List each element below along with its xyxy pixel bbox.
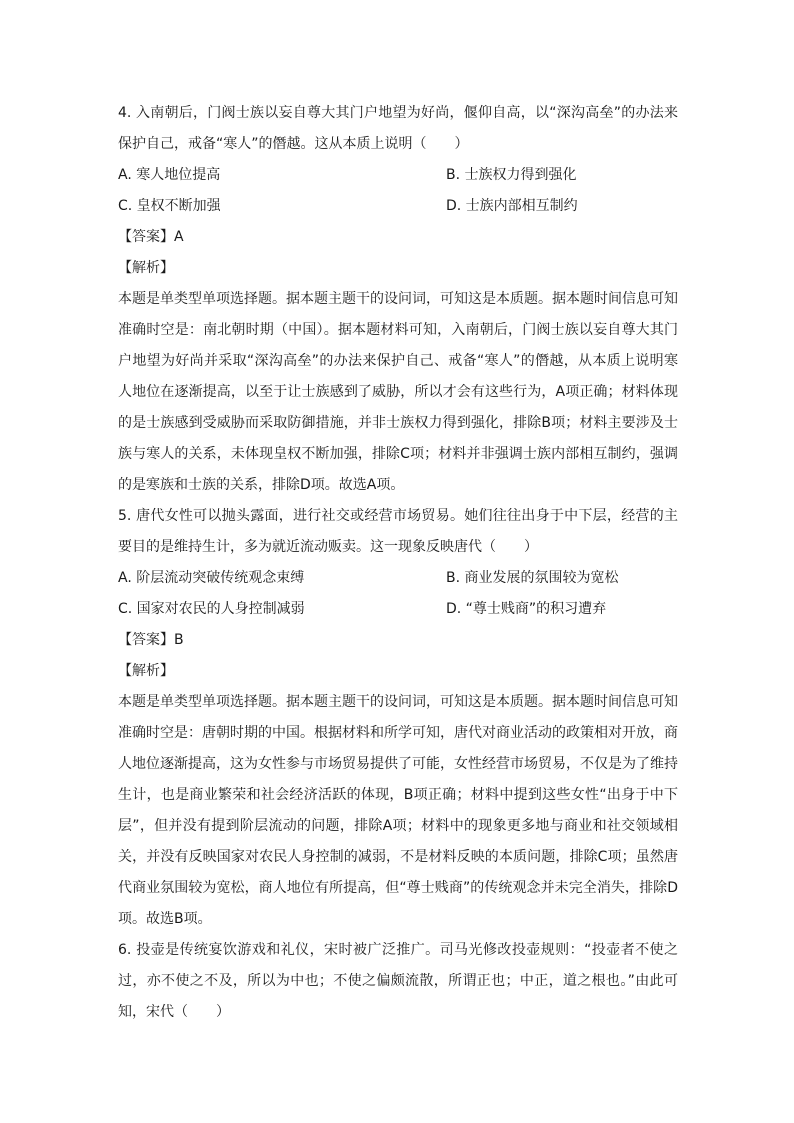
question-4-analysis: 本题是单类型单项选择题。据本题主题干的设问词，可知这是本质题。据本题时间信息可知准确时空是：南北朝时期（中国）。据本题材料可知，入南朝后，门阀士族以妄自尊大其门户地望为好尚并采取“深沟高垒”的办法来保护自己、戒备“寒人”的僭越，从本质上说明寒人地位在逐渐提高，以至于让士族感到了威胁，所以才会有这些行为，A项正确；材料体现的是士族感到受威胁而采取防御措施，并非士族权力得到强化，排除B项；材料主要涉及士族与寒人的关系，未体现皇权不断加强，排除C项；材料并非强调士族内部相互制约，强调的是寒族和士族的关系，排除D项。故选A项。 <box>118 291 678 493</box>
question-5-analysis-label: 【解析】 <box>118 663 174 679</box>
question-4-analysis-label: 【解析】 <box>118 260 174 276</box>
question-5-stem: 5. 唐代女性可以抛头露面，进行社交或经营市场贸易。她们往往出身于中下层，经营的主要目的是维持生计，多为就近流动贩卖。这一现象反映唐代（ ） <box>118 508 678 555</box>
question-5-option-a: A. 阶层流动突破传统观念束缚 <box>118 570 305 586</box>
question-4-option-a: A. 寒人地位提高 <box>118 167 221 183</box>
question-6-stem: 6. 投壶是传统宴饮游戏和礼仪，宋时被广泛推广。司马光修改投壶规则：“投壶者不使之过，亦不使之不及，所以为中也；不使之偏颇流散，所谓正也；中正，道之根也。”由此可知，宋代（ ） <box>118 942 678 1020</box>
question-5-option-b: B. 商业发展的氛围较为宽松 <box>446 570 619 586</box>
question-5-option-d: D. “尊士贱商”的积习遭弃 <box>446 601 607 617</box>
question-4-option-b: B. 士族权力得到强化 <box>446 167 577 183</box>
document-content <box>118 98 678 1028</box>
question-5-analysis: 本题是单类型单项选择题。据本题主题干的设问词，可知这是本质题。据本题时间信息可知准确时空是：唐朝时期的中国。根据材料和所学可知，唐代对商业活动的政策相对开放，商人地位逐渐提高，这为女性参与市场贸易提供了可能，女性经营市场贸易，不仅是为了维持生计，也是商业繁荣和社会经济活跃的体现，B项正确；材料中提到这些女性“出身于中下层”，但并没有提到阶层流动的问题，排除A项；材料中的现象更多地与商业和社交领域相关，并没有反映国家对农民人身控制的减弱，不是材料反映的本质问题，排除C项；虽然唐代商业氛围较为宽松，商人地位有所提高，但“尊士贱商”的传统观念并未完全消失，排除D项。故选B项。 <box>118 694 678 927</box>
question-4-answer: 【答案】A <box>118 229 184 245</box>
question-4-option-d: D. 士族内部相互制约 <box>446 198 578 214</box>
question-4-options <box>118 160 678 222</box>
question-5-option-c: C. 国家对农民的人身控制减弱 <box>118 601 305 617</box>
question-5-options <box>118 563 678 625</box>
question-4-option-c: C. 皇权不断加强 <box>118 198 221 214</box>
question-5-answer: 【答案】B <box>118 632 184 648</box>
question-4-stem: 4. 入南朝后，门阀士族以妄自尊大其门户地望为好尚，偃仰自高，以“深沟高垒”的办法来保护自己，戒备“寒人”的僭越。这从本质上说明（ ） <box>118 105 678 152</box>
